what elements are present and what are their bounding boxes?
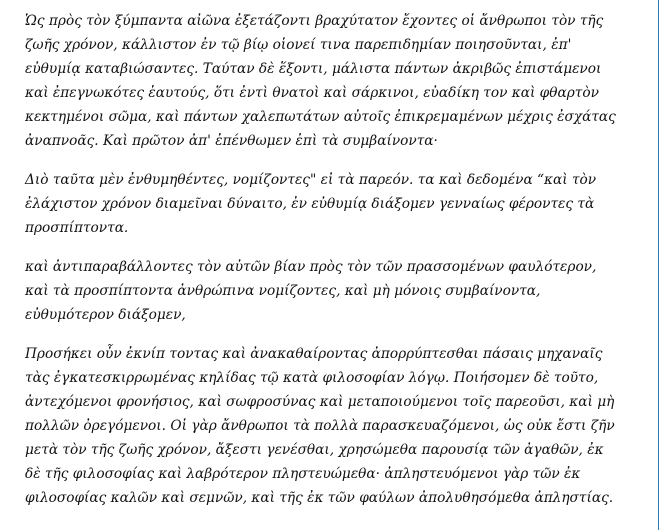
text-line: Προσήκει οὖν ἐκνίπ τοντας καὶ ἀνακαθαίροντας ἀπορρύπτεσθαι πάσαις μηχαναῖς [25,346,603,362]
text-line: Διὸ ταῦτα μὲν ἐνθυμηθέντες, νομίζοντες" εἰ τὰ παρεόν. τα καὶ δεδομένα “καὶ τὸν [25,172,597,188]
text-line: τὰς ἐγκατεσκιρρωμένας κηλίδας τῷ κατὰ φιλοσοφίαν λόγῳ. Ποιήσομεν δὲ τοῦτο, [25,370,599,386]
paragraph-4 [25,342,652,510]
text-line: ζωῆς χρόνον, κάλλιστον ἐν τῷ βίῳ οἱονεί τινα παρεπιδημίαν ποιησοῦνται, ἐπ' [25,37,572,53]
text-line: ἀναπνοᾶς. Καὶ πρῶτον ἀπ' ἐπένθωμεν ἐπὶ τὰ συμβαίνοντα· [25,133,438,149]
text-line: ἐλάχιστον χρόνον διαμεῖναι δύναιτο, ἐν εὐθυμίᾳ διάξομεν γενναίως φέροντες τὰ [25,196,595,212]
text-line: καὶ ἀντιπαραβάλλοντες τὸν αὐτῶν βίαν πρὸς τὸν τῶν πρασσομένων φαυλότερον, [25,259,597,275]
text-line: δὲ τῆς φιλοσοφίας καὶ λαβρότερον πληστευώμεθα· ἀπληστευόμενοι γὰρ τῶν ἐκ [25,466,581,482]
paragraph-3 [25,255,652,327]
text-line: κεκτημένοι σῶμα, καὶ πάντων χαλεπωτάτων αὐτοῖς ἐπικρεμαμένων μέχρις ἐσχάτας [25,109,616,125]
page-edge-line [658,0,659,530]
text-line: μετὰ τὸν τῆς ζωῆς χρόνον, ἄξεστι γενέσθαι, χρησώμεθα παρουσίᾳ τῶν ἀγαθῶν, ἐκ [25,442,604,458]
text-line: Ὡς πρὸς τὸν ξύμπαντα αἰῶνα ἐξετάζοντι βραχύτατον ἔχοντες οἱ ἄνθρωποι τὸν τῆς [25,13,604,29]
text-line: εὐθυμότερον διάξομεν, [25,307,186,323]
paragraph-1 [25,9,652,153]
text-line: προσπίπτοντα. [25,220,129,236]
text-line: καὶ ἐπεγνωκότες ἑαυτούς, ὅτι ἐντὶ θνατοὶ καὶ σάρκινοι, εὐαδίκη τον καὶ φθαρτὸν [25,85,599,101]
text-line: εὐθυμίᾳ καταβιώσαντες. Ταύταν δὲ ἕξοντι, μάλιστα πάντων ἀκριβῶς ἐπιστάμενοι [25,61,602,77]
text-line: πολλῶν ὀρεγόμενοι. Οἱ γὰρ ἄνθρωποι τὰ πολλὰ παρασκευαζόμενοι, ὡς οὐκ ἔστι ζῆν [25,418,615,434]
text-line: φιλοσοφίας καλῶν καὶ σεμνῶν, καὶ τῆς ἐκ τῶν φαύλων ἀπολυθησόμεθα ἀπληστίας. [25,490,614,506]
text-line: ἀντεχόμενοι φρονήσιος, καὶ σωφροσύνας καὶ μεταποιούμενοι τοῖς παρεοῦσι, καὶ μὴ [25,394,615,410]
paragraph-2 [25,168,652,240]
text-line: καὶ τὰ προσπίπτοντα ἀνθρώπινα νομίζοντες, καὶ μὴ μόνοις συμβαίνοντα, [25,283,541,299]
